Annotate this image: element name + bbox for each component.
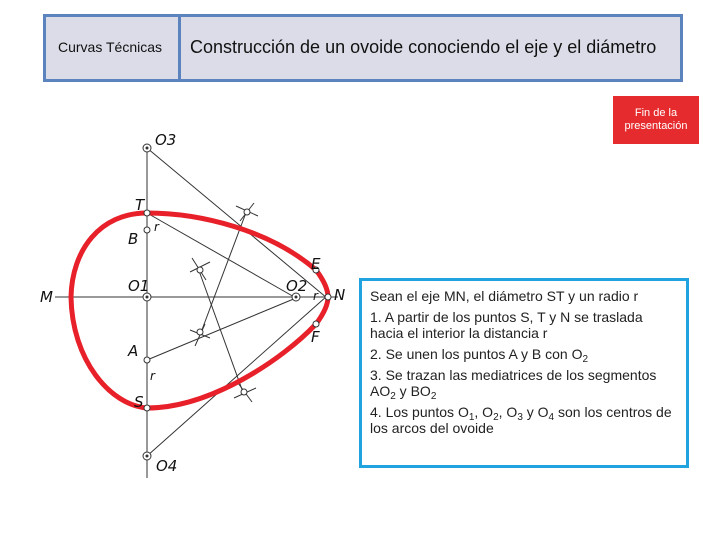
label-o4: O4 xyxy=(156,457,178,475)
points xyxy=(143,144,331,460)
label-r-right: r xyxy=(313,289,318,303)
step-1-text: 1. A partir de los puntos S, T y N se traslada hacia el interior la distancia r xyxy=(370,309,643,341)
intro-text: Sean el eje MN, el diámetro ST y un radio r xyxy=(370,288,639,304)
label-o2: O2 xyxy=(286,277,308,295)
label-o1: O1 xyxy=(128,277,150,295)
end-button-line1: Fin de la xyxy=(634,107,678,119)
label-b: B xyxy=(128,230,139,248)
bisector-lower xyxy=(198,268,244,395)
step-2-text: 2. Se unen los puntos A y B con $O_2$ xyxy=(370,346,589,365)
subject-label: Curvas Técnicas xyxy=(58,39,163,55)
label-e: E xyxy=(311,255,321,273)
label-o3: O3 xyxy=(155,131,177,149)
label-f: F xyxy=(311,328,320,346)
label-r-bottom: r xyxy=(150,369,155,383)
label-t: T xyxy=(135,196,145,214)
label-m: M xyxy=(40,288,53,306)
end-button-line2: presentación xyxy=(624,120,688,132)
label-a: A xyxy=(128,342,139,360)
step-4-text: 4. Los puntos $O_1$, $O_2$, $O_3$ y $O_4$ son los centros de los arcos del ovoide xyxy=(370,404,672,436)
ovoid-curve xyxy=(71,213,328,408)
construction-lines xyxy=(55,148,338,478)
label-s: S xyxy=(134,393,144,411)
line-o3-e xyxy=(147,148,327,298)
page-title: Construcción de un ovoide conociendo el eje y el diámetro xyxy=(190,37,657,57)
label-r-top: r xyxy=(154,220,159,234)
instructions-box xyxy=(359,278,689,468)
label-n: N xyxy=(334,286,346,304)
line-a-o2 xyxy=(147,298,296,360)
line-b-o2 xyxy=(147,213,296,298)
step-3-text: 3. Se trazan las mediatrices de los segmentos $AO_2$ y $BO_2$ xyxy=(370,367,657,402)
